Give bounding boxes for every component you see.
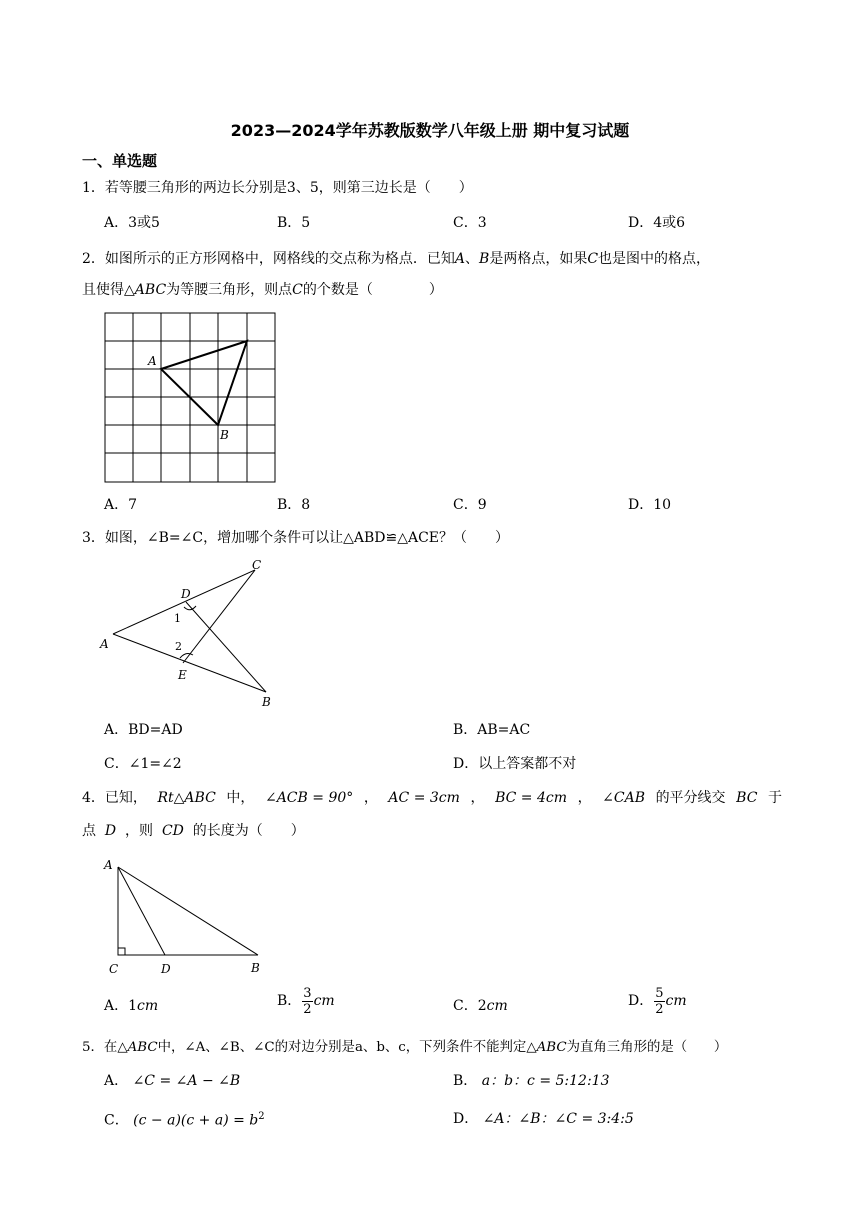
question-5-option-a: A． ∠C = ∠A − ∠B xyxy=(104,1073,241,1089)
question-3-option-a: A．BD=AD xyxy=(104,722,183,738)
point-label-c: C xyxy=(109,962,119,976)
question-1-option-a: A．3或5 xyxy=(104,215,160,231)
question-4-option-d: D． $\frac{5}{2}$ cm xyxy=(628,986,687,1017)
fraction-five-halves: $\frac{5}{2}$ xyxy=(655,986,664,1017)
question-2-stem-line-2: 且使得△ABC为等腰三角形，则点C的个数是（ ） xyxy=(82,282,443,298)
question-5-option-c: C． $(c - a)(c + a) = b^2$ xyxy=(104,1111,265,1129)
question-4-option-a: A．1cm xyxy=(104,998,159,1014)
question-3-option-d: D．以上答案都不对 xyxy=(453,756,577,772)
question-1-option-c: C．3 xyxy=(453,215,487,231)
question-2-option-a: A．7 xyxy=(104,497,138,513)
point-label-a: A xyxy=(100,637,109,651)
point-label-d: D xyxy=(161,962,171,976)
question-3-stem: 3．如图，∠B=∠C，增加哪个条件可以让△ABD≌△ACE？（ ） xyxy=(82,530,510,546)
point-label-c: C xyxy=(252,558,262,572)
point-label-b: B xyxy=(262,695,271,709)
point-label-a: A xyxy=(104,858,113,872)
angle-label-1: 1 xyxy=(174,612,181,625)
angle-label-2: 2 xyxy=(175,640,182,653)
fraction-three-halves: $\frac{3}{2}$ xyxy=(303,986,312,1017)
question-2-grid-figure xyxy=(104,312,276,484)
question-3-option-b: B．AB=AC xyxy=(453,722,531,738)
question-4-option-c: C．2cm xyxy=(453,998,508,1014)
question-2-stem-line-1: 2．如图所示的正方形网格中，网格线的交点称为格点．已知A、B是两格点，如果C也是图中的格点， xyxy=(82,251,711,267)
question-2-option-d: D．10 xyxy=(628,497,672,513)
question-4-option-b: B． $\frac{3}{2}$ cm xyxy=(277,986,335,1017)
question-5-option-b: B． a：b：c = 5:12:13 xyxy=(453,1073,610,1089)
question-2-option-c: C．9 xyxy=(453,497,487,513)
question-1-option-d: D．4或6 xyxy=(628,215,686,231)
question-4-stem-line-2: 点 D ，则 CD 的长度为（ ） xyxy=(82,823,305,839)
question-4-stem-line-1: 4．已知， Rt△ABC 中， ∠ACB = 90° ， AC = 3cm ， BC = 4cm ， ∠CAB 的平分线交 BC 于 xyxy=(82,790,782,806)
question-5-stem: 5．在△ABC中，∠A、∠B、∠C的对边分别是a、b、c，下列条件不能判定△ABC为直角三角形的是（ ） xyxy=(82,1040,728,1055)
section-heading: 一、单选题 xyxy=(82,152,158,170)
question-1-option-b: B．5 xyxy=(277,215,311,231)
point-label-e: E xyxy=(178,668,187,682)
point-label-b: B xyxy=(220,428,229,442)
page-title: 2023—2024学年苏教版数学八年级上册 期中复习试题 xyxy=(230,121,630,140)
point-label-d: D xyxy=(181,587,191,601)
question-5-option-d: D． ∠A：∠B：∠C = 3:4:5 xyxy=(453,1111,634,1127)
point-label-a: A xyxy=(148,354,157,368)
point-label-b: B xyxy=(251,961,260,975)
question-2-option-b: B．8 xyxy=(277,497,311,513)
question-3-option-c: C．∠1=∠2 xyxy=(104,756,182,772)
question-3-triangle-figure xyxy=(98,555,288,715)
triangle-abc xyxy=(161,341,247,425)
question-4-right-triangle-figure xyxy=(102,855,272,980)
question-1-stem: 1．若等腰三角形的两边长分别是3、5，则第三边长是（ ） xyxy=(82,180,473,196)
